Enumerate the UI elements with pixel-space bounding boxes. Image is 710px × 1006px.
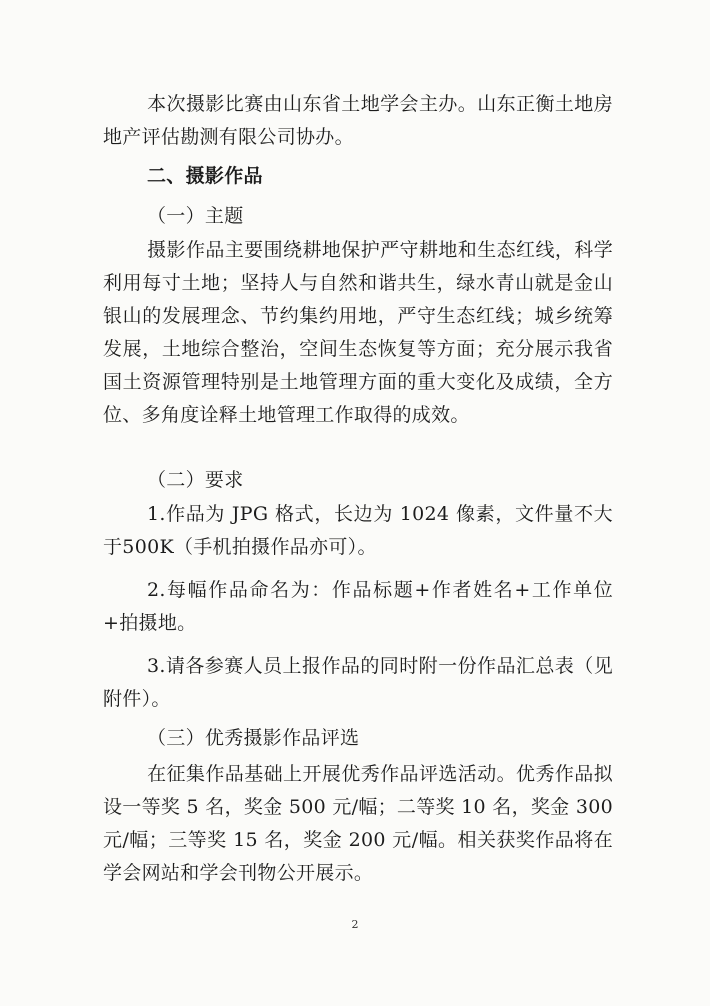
- subheading-requirements: （二）要求: [147, 469, 244, 491]
- section-heading-photography-works: 二、摄影作品: [147, 165, 263, 187]
- theme-paragraph: 摄影作品主要围绕耕地保护严守耕地和生态红线，科学利用每寸土地；坚持人与自然和谐共生，绿水青山就是金山银山的发展理念、节约集约用地，严守生态红线；城乡统筹发展，土地综合整治，空间生态恢复等方面；充分展示我省国土资源管理特别是土地管理方面的重大变化及成绩，全方位、多角度诠释土地管理工作取得的成效。: [103, 239, 613, 426]
- subheading-selection: （三）优秀摄影作品评选: [147, 727, 360, 749]
- intro-paragraph: 本次摄影比赛由山东省土地学会主办。山东正衡土地房地产评估勘测有限公司协办。: [103, 93, 613, 148]
- requirement-3: 3.请各参赛人员上报作品的同时附一份作品汇总表（见附件）。: [103, 655, 613, 710]
- requirement-2: 2.每幅作品命名为：作品标题+作者姓名+工作单位+拍摄地。: [103, 579, 613, 634]
- selection-paragraph: 在征集作品基础上开展优秀作品评选活动。优秀作品拟设一等奖 5 名，奖金 500 元/幅；二等奖 10 名，奖金 300 元/幅；三等奖 15 名，奖金 200 元/幅。相关获奖作品将在学会网站和学会刊物公开展示。: [103, 763, 613, 884]
- subheading-theme: （一）主题: [147, 205, 244, 227]
- requirement-1: 1.作品为 JPG 格式，长边为 1024 像素，文件量不大于500K（手机拍摄作品亦可）。: [103, 503, 613, 558]
- page-number: 2: [351, 918, 359, 931]
